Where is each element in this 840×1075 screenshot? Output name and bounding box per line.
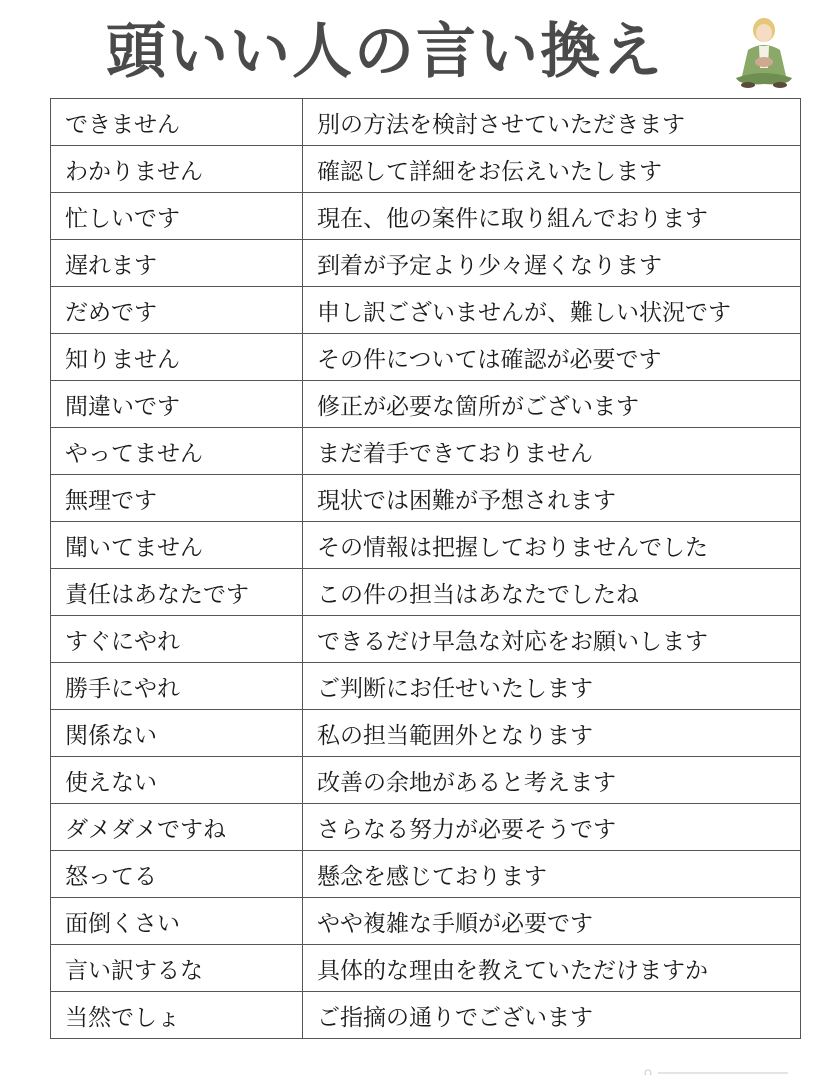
table-row	[51, 287, 801, 334]
plain-phrase: 知りません	[51, 334, 303, 381]
smart-phrase: この件の担当はあなたでしたね	[303, 569, 801, 616]
plain-phrase: 使えない	[51, 757, 303, 804]
plain-phrase: できません	[51, 99, 303, 146]
plain-phrase: 遅れます	[51, 240, 303, 287]
table-row	[51, 475, 801, 522]
phrase-table	[50, 98, 801, 1039]
table-row	[51, 240, 801, 287]
smart-phrase: さらなる努力が必要そうです	[303, 804, 801, 851]
smart-phrase: まだ着手できておりません	[303, 428, 801, 475]
plain-phrase: 怒ってる	[51, 851, 303, 898]
table-row	[51, 99, 801, 146]
table-row	[51, 992, 801, 1039]
smart-phrase: 修正が必要な箇所がございます	[303, 381, 801, 428]
smart-phrase: 現在、他の案件に取り組んでおります	[303, 193, 801, 240]
plain-phrase: やってません	[51, 428, 303, 475]
plain-phrase: 聞いてません	[51, 522, 303, 569]
table-row	[51, 381, 801, 428]
plain-phrase: 当然でしょ	[51, 992, 303, 1039]
plain-phrase: ダメダメですね	[51, 804, 303, 851]
table-row	[51, 945, 801, 992]
smart-phrase: ご判断にお任せいたします	[303, 663, 801, 710]
plain-phrase: わかりません	[51, 146, 303, 193]
smart-phrase: ご指摘の通りでございます	[303, 992, 801, 1039]
smart-phrase: やや複雑な手順が必要です	[303, 898, 801, 945]
table-row	[51, 616, 801, 663]
smart-phrase: 私の担当範囲外となります	[303, 710, 801, 757]
smart-phrase: その情報は把握しておりませんでした	[303, 522, 801, 569]
table-row	[51, 804, 801, 851]
table-row	[51, 757, 801, 804]
smart-phrase: 現状では困難が予想されます	[303, 475, 801, 522]
table-row	[51, 710, 801, 757]
plain-phrase: 間違いです	[51, 381, 303, 428]
smart-phrase: 懸念を感じております	[303, 851, 801, 898]
table-row	[51, 428, 801, 475]
plain-phrase: すぐにやれ	[51, 616, 303, 663]
table-row	[51, 146, 801, 193]
smart-phrase: 確認して詳細をお伝えいたします	[303, 146, 801, 193]
plain-phrase: 忙しいです	[51, 193, 303, 240]
watermark-fragment	[640, 1069, 800, 1075]
plain-phrase: 面倒くさい	[51, 898, 303, 945]
header	[0, 8, 840, 96]
page-title: 頭いい人の言い換え	[106, 17, 664, 87]
smart-phrase: 別の方法を検討させていただきます	[303, 99, 801, 146]
table-row	[51, 663, 801, 710]
table-row	[51, 334, 801, 381]
plain-phrase: 関係ない	[51, 710, 303, 757]
table-row	[51, 193, 801, 240]
plain-phrase: 言い訳するな	[51, 945, 303, 992]
plain-phrase: だめです	[51, 287, 303, 334]
smart-phrase: 申し訳ございませんが、難しい状況です	[303, 287, 801, 334]
plain-phrase: 責任はあなたです	[51, 569, 303, 616]
smart-phrase: 到着が予定より少々遅くなります	[303, 240, 801, 287]
table-row	[51, 851, 801, 898]
table-row	[51, 898, 801, 945]
smart-phrase: その件については確認が必要です	[303, 334, 801, 381]
seated-person-illustration-icon	[728, 14, 800, 92]
smart-phrase: 具体的な理由を教えていただけますか	[303, 945, 801, 992]
plain-phrase: 無理です	[51, 475, 303, 522]
smart-phrase: 改善の余地があると考えます	[303, 757, 801, 804]
plain-phrase: 勝手にやれ	[51, 663, 303, 710]
table-row	[51, 522, 801, 569]
table-row	[51, 569, 801, 616]
smart-phrase: できるだけ早急な対応をお願いします	[303, 616, 801, 663]
